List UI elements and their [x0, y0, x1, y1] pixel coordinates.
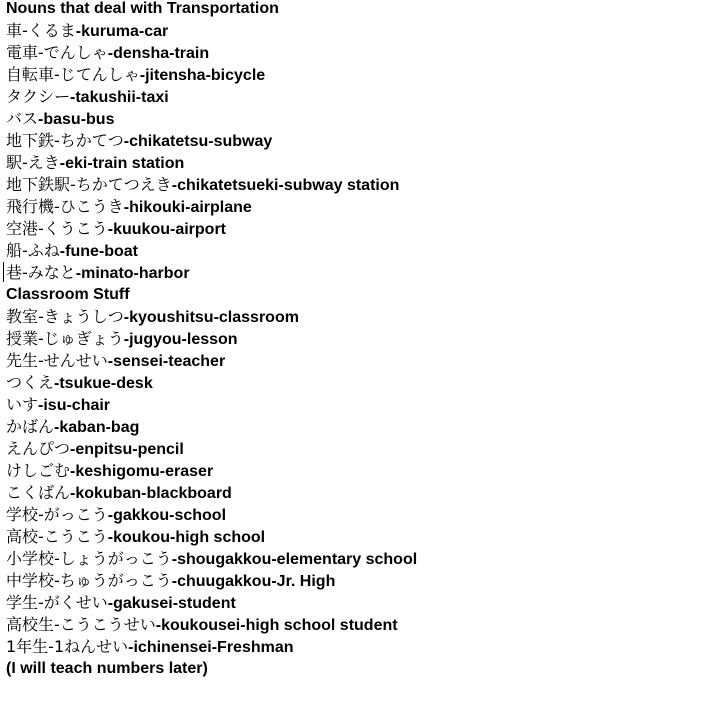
jp-term: 巷-みなと [6, 263, 76, 282]
en-term: -isu-chair [38, 397, 111, 414]
list-item [6, 306, 417, 328]
en-term: -hikouki-airplane [123, 199, 252, 216]
list-item [6, 394, 417, 416]
en-term: -keshigomu-eraser [70, 463, 214, 480]
list-item [6, 636, 417, 658]
list-item [6, 526, 417, 548]
en-term: -kuukou-airport [107, 221, 226, 238]
en-term: -takushii-taxi [70, 89, 169, 106]
list-item [6, 416, 417, 438]
jp-term: こくばん [6, 483, 71, 502]
jp-term: 空港-くうこう [6, 219, 108, 238]
list-item [6, 614, 417, 636]
jp-term: かばん [6, 417, 55, 436]
en-term: -koukou-high school [107, 529, 266, 546]
jp-term: 飛行機-ひこうき [6, 197, 124, 216]
list-item [6, 460, 417, 482]
list-item [6, 218, 417, 240]
list-item [6, 262, 417, 284]
list-item [6, 20, 417, 42]
en-term: -jugyou-lesson [123, 331, 238, 348]
section-heading-transportation: Nouns that deal with Transportation [6, 0, 279, 17]
list-item [6, 42, 417, 64]
jp-term: 授業-じゅぎょう [6, 329, 124, 348]
jp-term: けしごむ [6, 461, 71, 480]
list-item [6, 570, 417, 592]
en-term: -basu-bus [38, 111, 115, 128]
list-item [6, 438, 417, 460]
jp-term: 電車-でんしゃ [6, 43, 108, 62]
jp-term: 高校生-こうこうせい [6, 615, 156, 634]
en-term: -tsukue-desk [54, 375, 153, 392]
en-term: -eki-train station [59, 155, 185, 172]
list-item [6, 328, 417, 350]
text-cursor [3, 262, 4, 282]
list-item [6, 548, 417, 570]
jp-term: つくえ [6, 373, 55, 392]
en-term: -chikatetsu-subway [123, 133, 273, 150]
list-item [6, 240, 417, 262]
jp-term: えんぴつ [6, 439, 71, 458]
en-term: -koukousei-high school student [155, 617, 398, 634]
jp-term: 学校-がっこう [6, 505, 108, 524]
jp-term: 小学校-しょうがっこう [6, 549, 172, 568]
list-item [6, 64, 417, 86]
list-item [6, 592, 417, 614]
list-item [6, 152, 417, 174]
en-term: -kaban-bag [54, 419, 140, 436]
en-term: -shougakkou-elementary school [171, 551, 418, 568]
en-term: -jitensha-bicycle [139, 67, 266, 84]
jp-term: 中学校-ちゅうがっこう [6, 571, 172, 590]
list-item [6, 482, 417, 504]
en-term: -sensei-teacher [107, 353, 226, 370]
jp-term: 自転車-じてんしゃ [6, 65, 140, 84]
footer-note: (I will teach numbers later) [6, 660, 208, 677]
jp-term: 車-くるま [6, 21, 76, 40]
list-item [6, 130, 417, 152]
en-term: -chuugakkou-Jr. High [171, 573, 336, 590]
list-item [6, 504, 417, 526]
en-term: -densha-train [107, 45, 210, 62]
vocab-list [6, 0, 417, 680]
en-term: -chikatetsueki-subway station [171, 177, 400, 194]
jp-term: 教室-きょうしつ [6, 307, 124, 326]
en-term: -fune-boat [59, 243, 138, 260]
jp-term: タクシー [6, 87, 71, 106]
list-item [6, 86, 417, 108]
list-item [6, 350, 417, 372]
jp-term: 駅-えき [6, 153, 60, 172]
jp-term: 1年生-1ねんせい [6, 637, 129, 656]
list-item [6, 174, 417, 196]
en-term: -ichinensei-Freshman [128, 639, 294, 656]
en-term: -gakusei-student [107, 595, 236, 612]
jp-term: いす [6, 395, 39, 414]
jp-term: 先生-せんせい [6, 351, 108, 370]
section-heading-classroom: Classroom Stuff [6, 286, 130, 303]
list-item [6, 196, 417, 218]
jp-term: 地下鉄駅-ちかてつえき [6, 175, 172, 194]
jp-term: 高校-こうこう [6, 527, 108, 546]
en-term: -kokuban-blackboard [70, 485, 232, 502]
list-item [6, 372, 417, 394]
en-term: -enpitsu-pencil [70, 441, 184, 458]
en-term: -kyoushitsu-classroom [123, 309, 299, 326]
jp-term: 地下鉄-ちかてつ [6, 131, 124, 150]
jp-term: 船-ふね [6, 241, 60, 260]
jp-term: バス [6, 109, 39, 128]
en-term: -minato-harbor [75, 265, 190, 282]
jp-term: 学生-がくせい [6, 593, 108, 612]
en-term: -kuruma-car [75, 23, 169, 40]
en-term: -gakkou-school [107, 507, 227, 524]
list-item [6, 108, 417, 130]
